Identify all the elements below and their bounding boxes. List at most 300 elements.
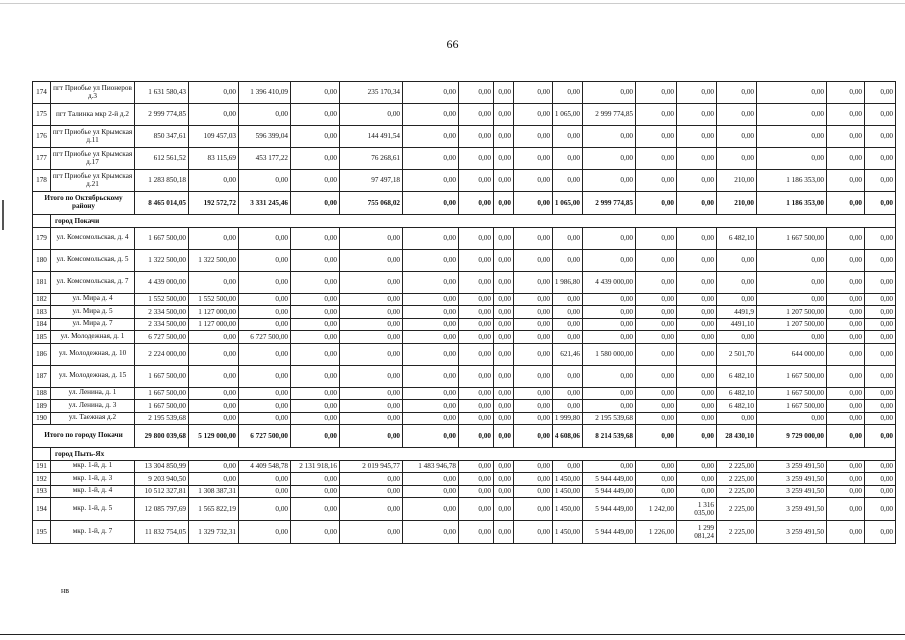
value-cell: 0,00: [239, 400, 291, 413]
section-spacer: [33, 215, 51, 228]
value-cell: 0,00: [189, 460, 239, 473]
value-cell: 0,00: [865, 331, 896, 344]
value-cell: 0,00: [239, 521, 291, 544]
value-cell: 0,00: [553, 227, 583, 249]
value-cell: 0,00: [583, 293, 636, 306]
value-cell: 1 450,00: [553, 485, 583, 498]
value-cell: 0,00: [636, 227, 677, 249]
value-cell: 0,00: [865, 460, 896, 473]
row-number: 185: [33, 331, 51, 344]
value-cell: 1 207 500,00: [757, 306, 827, 319]
value-cell: 0,00: [494, 170, 514, 192]
value-cell: 0,00: [677, 271, 717, 293]
value-cell: 6 727 500,00: [239, 331, 291, 344]
address-cell: пгт Приобье ул Пионеров д.3: [51, 82, 135, 104]
address-cell: пгт Талинка мкр 2-й д.2: [51, 104, 135, 126]
value-cell: 6 482,10: [717, 365, 757, 387]
value-cell: 0,00: [636, 104, 677, 126]
value-cell: 0,00: [865, 485, 896, 498]
total-cell: 0,00: [403, 192, 459, 215]
table-row: [33, 460, 896, 473]
value-cell: 0,00: [677, 293, 717, 306]
row-number: 186: [33, 343, 51, 365]
value-cell: 0,00: [494, 293, 514, 306]
scan-top-edge: [0, 3, 905, 4]
table-row: [33, 104, 896, 126]
total-cell: 0,00: [827, 425, 865, 448]
total-cell: 0,00: [494, 425, 514, 448]
value-cell: 1 986,80: [553, 271, 583, 293]
value-cell: 0,00: [494, 331, 514, 344]
value-cell: 0,00: [459, 387, 494, 400]
value-cell: 0,00: [717, 148, 757, 170]
value-cell: 0,00: [636, 293, 677, 306]
value-cell: 0,00: [291, 485, 340, 498]
value-cell: 0,00: [583, 148, 636, 170]
value-cell: 0,00: [189, 271, 239, 293]
value-cell: 0,00: [494, 104, 514, 126]
value-cell: 1 450,00: [553, 521, 583, 544]
value-cell: 235 170,34: [340, 82, 403, 104]
total-cell: 1 186 353,00: [757, 192, 827, 215]
value-cell: 0,00: [827, 521, 865, 544]
value-cell: 6 482,10: [717, 227, 757, 249]
total-cell: 28 430,10: [717, 425, 757, 448]
value-cell: 0,00: [340, 485, 403, 498]
value-cell: 0,00: [553, 306, 583, 319]
value-cell: 0,00: [459, 473, 494, 486]
total-cell: 6 727 500,00: [239, 425, 291, 448]
value-cell: 0,00: [189, 387, 239, 400]
table-row: [33, 400, 896, 413]
value-cell: 0,00: [494, 82, 514, 104]
value-cell: 0,00: [757, 271, 827, 293]
value-cell: 0,00: [583, 365, 636, 387]
value-cell: 0,00: [827, 400, 865, 413]
value-cell: 0,00: [239, 473, 291, 486]
value-cell: 0,00: [403, 170, 459, 192]
value-cell: 0,00: [403, 412, 459, 425]
value-cell: 4 439 000,00: [135, 271, 189, 293]
value-cell: 0,00: [239, 365, 291, 387]
value-cell: 0,00: [514, 227, 553, 249]
value-cell: 0,00: [291, 331, 340, 344]
value-cell: 0,00: [291, 306, 340, 319]
value-cell: 0,00: [514, 148, 553, 170]
value-cell: 0,00: [553, 170, 583, 192]
value-cell: 0,00: [459, 485, 494, 498]
value-cell: 0,00: [827, 343, 865, 365]
table-row: [33, 473, 896, 486]
value-cell: 0,00: [827, 412, 865, 425]
table-row: [33, 148, 896, 170]
value-cell: 0,00: [827, 227, 865, 249]
value-cell: 2 334 500,00: [135, 306, 189, 319]
value-cell: 1 308 387,31: [189, 485, 239, 498]
value-cell: 6 727 500,00: [135, 331, 189, 344]
value-cell: 850 347,61: [135, 126, 189, 148]
value-cell: 0,00: [340, 306, 403, 319]
value-cell: 12 085 797,69: [135, 498, 189, 521]
value-cell: 0,00: [827, 331, 865, 344]
value-cell: 0,00: [553, 126, 583, 148]
value-cell: 0,00: [636, 126, 677, 148]
value-cell: 0,00: [717, 331, 757, 344]
value-cell: 0,00: [636, 318, 677, 331]
value-cell: 0,00: [514, 460, 553, 473]
total-cell: 0,00: [677, 425, 717, 448]
value-cell: 0,00: [189, 412, 239, 425]
value-cell: 0,00: [291, 318, 340, 331]
value-cell: 5 944 449,00: [583, 473, 636, 486]
value-cell: 1 667 500,00: [135, 387, 189, 400]
value-cell: 0,00: [459, 521, 494, 544]
value-cell: 0,00: [553, 82, 583, 104]
value-cell: 1 065,00: [553, 104, 583, 126]
table-row: [33, 318, 896, 331]
value-cell: 0,00: [865, 318, 896, 331]
value-cell: 0,00: [459, 331, 494, 344]
value-cell: 0,00: [865, 104, 896, 126]
value-cell: 0,00: [865, 148, 896, 170]
row-number: 179: [33, 227, 51, 249]
value-cell: 0,00: [291, 521, 340, 544]
section-header-row: [33, 215, 896, 228]
value-cell: 0,00: [827, 148, 865, 170]
value-cell: 0,00: [403, 148, 459, 170]
value-cell: 0,00: [291, 148, 340, 170]
value-cell: 0,00: [677, 331, 717, 344]
value-cell: 0,00: [514, 473, 553, 486]
value-cell: 0,00: [403, 498, 459, 521]
value-cell: 0,00: [827, 104, 865, 126]
total-cell: 755 068,02: [340, 192, 403, 215]
value-cell: 0,00: [757, 412, 827, 425]
value-cell: 2 501,70: [717, 343, 757, 365]
address-cell: пгт Приобье ул Крымская д.17: [51, 148, 135, 170]
table-row: [33, 343, 896, 365]
value-cell: 0,00: [291, 126, 340, 148]
row-number: 191: [33, 460, 51, 473]
value-cell: 0,00: [403, 387, 459, 400]
value-cell: 0,00: [514, 400, 553, 413]
value-cell: 1 999,80: [553, 412, 583, 425]
value-cell: 0,00: [403, 82, 459, 104]
value-cell: 0,00: [514, 318, 553, 331]
scan-bottom-edge: [0, 634, 905, 635]
value-cell: 97 497,18: [340, 170, 403, 192]
value-cell: 0,00: [717, 104, 757, 126]
value-cell: 2 225,00: [717, 473, 757, 486]
value-cell: 0,00: [865, 521, 896, 544]
value-cell: 0,00: [757, 148, 827, 170]
address-cell: мкр. 1-й, д. 4: [51, 485, 135, 498]
value-cell: 0,00: [459, 170, 494, 192]
total-cell: 0,00: [459, 192, 494, 215]
total-cell: 0,00: [494, 192, 514, 215]
value-cell: 0,00: [583, 306, 636, 319]
value-cell: 0,00: [459, 82, 494, 104]
value-cell: 0,00: [636, 400, 677, 413]
value-cell: 0,00: [583, 82, 636, 104]
value-cell: 0,00: [459, 498, 494, 521]
value-cell: 0,00: [677, 82, 717, 104]
table-row: [33, 306, 896, 319]
value-cell: 0,00: [757, 249, 827, 271]
row-number: 180: [33, 249, 51, 271]
value-cell: 0,00: [677, 365, 717, 387]
table-row: [33, 82, 896, 104]
address-cell: ул. Комсомольская, д. 5: [51, 249, 135, 271]
value-cell: 0,00: [291, 473, 340, 486]
value-cell: 0,00: [494, 460, 514, 473]
value-cell: 0,00: [827, 460, 865, 473]
address-cell: ул. Комсомольская, д. 4: [51, 227, 135, 249]
value-cell: 0,00: [757, 293, 827, 306]
value-cell: 0,00: [291, 82, 340, 104]
address-cell: ул. Молодежная, д. 15: [51, 365, 135, 387]
table-row: [33, 331, 896, 344]
value-cell: 0,00: [189, 365, 239, 387]
value-cell: 0,00: [865, 365, 896, 387]
value-cell: 4491,10: [717, 318, 757, 331]
value-cell: 0,00: [514, 387, 553, 400]
value-cell: 0,00: [340, 227, 403, 249]
value-cell: 0,00: [827, 271, 865, 293]
value-cell: 0,00: [239, 387, 291, 400]
total-cell: 2 999 774,85: [583, 192, 636, 215]
value-cell: 0,00: [239, 170, 291, 192]
value-cell: 0,00: [403, 343, 459, 365]
value-cell: 1 127 000,00: [189, 306, 239, 319]
value-cell: 0,00: [757, 331, 827, 344]
value-cell: 0,00: [865, 343, 896, 365]
value-cell: 5 944 449,00: [583, 521, 636, 544]
total-row: [33, 192, 896, 215]
value-cell: 0,00: [239, 306, 291, 319]
total-cell: 210,00: [717, 192, 757, 215]
value-cell: 1 667 500,00: [757, 387, 827, 400]
value-cell: 0,00: [677, 306, 717, 319]
value-cell: 0,00: [583, 318, 636, 331]
row-number: 184: [33, 318, 51, 331]
value-cell: 0,00: [514, 521, 553, 544]
row-number: 189: [33, 400, 51, 413]
value-cell: 0,00: [827, 387, 865, 400]
value-cell: 0,00: [636, 249, 677, 271]
value-cell: 2 225,00: [717, 460, 757, 473]
address-cell: мкр. 1-й, д. 7: [51, 521, 135, 544]
value-cell: 0,00: [677, 227, 717, 249]
address-cell: пгт Приобье ул Крымская д.11: [51, 126, 135, 148]
value-cell: 0,00: [403, 104, 459, 126]
total-cell: 29 800 039,68: [135, 425, 189, 448]
value-cell: 1 667 500,00: [135, 400, 189, 413]
address-cell: ул. Мира д. 4: [51, 293, 135, 306]
value-cell: 3 259 491,50: [757, 473, 827, 486]
value-cell: 1 242,00: [636, 498, 677, 521]
row-number: 194: [33, 498, 51, 521]
value-cell: 0,00: [717, 271, 757, 293]
value-cell: 2 334 500,00: [135, 318, 189, 331]
value-cell: 0,00: [717, 126, 757, 148]
value-cell: 0,00: [459, 365, 494, 387]
value-cell: 0,00: [827, 485, 865, 498]
row-number: 187: [33, 365, 51, 387]
value-cell: 0,00: [189, 331, 239, 344]
value-cell: 0,00: [189, 104, 239, 126]
value-cell: 0,00: [189, 227, 239, 249]
value-cell: 0,00: [583, 387, 636, 400]
total-row: [33, 425, 896, 448]
value-cell: 0,00: [403, 473, 459, 486]
value-cell: 0,00: [827, 318, 865, 331]
value-cell: 0,00: [340, 400, 403, 413]
value-cell: 0,00: [291, 412, 340, 425]
total-cell: 0,00: [677, 192, 717, 215]
value-cell: 0,00: [291, 343, 340, 365]
value-cell: 644 000,00: [757, 343, 827, 365]
value-cell: 6 482,10: [717, 387, 757, 400]
value-cell: 0,00: [717, 82, 757, 104]
value-cell: 4 439 000,00: [583, 271, 636, 293]
value-cell: 0,00: [636, 170, 677, 192]
value-cell: 5 944 449,00: [583, 498, 636, 521]
value-cell: 612 561,52: [135, 148, 189, 170]
table-row: [33, 271, 896, 293]
value-cell: 0,00: [677, 412, 717, 425]
value-cell: 0,00: [827, 170, 865, 192]
value-cell: 0,00: [865, 293, 896, 306]
total-cell: 5 129 000,00: [189, 425, 239, 448]
address-cell: ул. Комсомольская, д. 7: [51, 271, 135, 293]
value-cell: 1 207 500,00: [757, 318, 827, 331]
value-cell: 0,00: [494, 126, 514, 148]
value-cell: 0,00: [636, 365, 677, 387]
value-cell: 0,00: [239, 412, 291, 425]
value-cell: 0,00: [514, 82, 553, 104]
address-cell: ул. Ленина, д. 1: [51, 387, 135, 400]
value-cell: 0,00: [677, 148, 717, 170]
value-cell: 0,00: [757, 82, 827, 104]
value-cell: 0,00: [189, 170, 239, 192]
value-cell: 0,00: [865, 227, 896, 249]
value-cell: 0,00: [827, 473, 865, 486]
row-number: 195: [33, 521, 51, 544]
value-cell: 0,00: [291, 400, 340, 413]
value-cell: 0,00: [636, 473, 677, 486]
value-cell: 0,00: [865, 412, 896, 425]
value-cell: 0,00: [459, 306, 494, 319]
value-cell: 2 225,00: [717, 521, 757, 544]
value-cell: 0,00: [757, 104, 827, 126]
table-row: [33, 412, 896, 425]
row-number: 178: [33, 170, 51, 192]
value-cell: 0,00: [636, 306, 677, 319]
value-cell: 0,00: [865, 473, 896, 486]
value-cell: 0,00: [553, 400, 583, 413]
value-cell: 0,00: [865, 498, 896, 521]
value-cell: 0,00: [340, 318, 403, 331]
value-cell: 5 944 449,00: [583, 485, 636, 498]
address-cell: ул. Мира д. 7: [51, 318, 135, 331]
row-number: 182: [33, 293, 51, 306]
address-cell: ул. Мира д. 5: [51, 306, 135, 319]
value-cell: 0,00: [459, 249, 494, 271]
value-cell: 2 999 774,85: [583, 104, 636, 126]
value-cell: 0,00: [459, 460, 494, 473]
value-cell: 4491,9: [717, 306, 757, 319]
address-cell: мкр. 1-й, д. 3: [51, 473, 135, 486]
value-cell: 1 552 500,00: [189, 293, 239, 306]
value-cell: 0,00: [717, 249, 757, 271]
value-cell: 0,00: [459, 104, 494, 126]
value-cell: 0,00: [677, 249, 717, 271]
address-cell: ул. Ленина, д. 3: [51, 400, 135, 413]
value-cell: 0,00: [583, 331, 636, 344]
section-header-row: [33, 448, 896, 461]
value-cell: 0,00: [636, 82, 677, 104]
value-cell: 453 177,22: [239, 148, 291, 170]
value-cell: 0,00: [239, 293, 291, 306]
value-cell: 0,00: [403, 318, 459, 331]
value-cell: 1 322 500,00: [189, 249, 239, 271]
value-cell: 0,00: [403, 400, 459, 413]
value-cell: 0,00: [291, 387, 340, 400]
table-body: [33, 82, 896, 544]
value-cell: 0,00: [827, 249, 865, 271]
table-row: [33, 498, 896, 521]
value-cell: 0,00: [239, 104, 291, 126]
value-cell: 0,00: [757, 126, 827, 148]
value-cell: 0,00: [553, 365, 583, 387]
value-cell: 0,00: [677, 473, 717, 486]
value-cell: 0,00: [827, 365, 865, 387]
value-cell: 0,00: [189, 82, 239, 104]
value-cell: 0,00: [291, 227, 340, 249]
value-cell: 0,00: [340, 387, 403, 400]
value-cell: 1 483 946,78: [403, 460, 459, 473]
value-cell: 2 225,00: [717, 485, 757, 498]
value-cell: 0,00: [827, 293, 865, 306]
value-cell: 3 259 491,50: [757, 485, 827, 498]
value-cell: 0,00: [636, 485, 677, 498]
value-cell: 0,00: [583, 170, 636, 192]
value-cell: 0,00: [239, 227, 291, 249]
value-cell: 1 667 500,00: [757, 400, 827, 413]
total-cell: 192 572,72: [189, 192, 239, 215]
value-cell: 210,00: [717, 170, 757, 192]
table-row: [33, 485, 896, 498]
value-cell: 9 203 940,50: [135, 473, 189, 486]
address-cell: пгт Приобье ул Крымская д.21: [51, 170, 135, 192]
value-cell: 0,00: [514, 365, 553, 387]
value-cell: 1 667 500,00: [757, 365, 827, 387]
value-cell: 1 580 000,00: [583, 343, 636, 365]
table-row: [33, 387, 896, 400]
address-cell: мкр. 1-й, д. 1: [51, 460, 135, 473]
value-cell: 1 631 580,43: [135, 82, 189, 104]
address-cell: мкр. 1-й, д. 5: [51, 498, 135, 521]
table-container: [32, 81, 895, 544]
value-cell: 1 396 410,09: [239, 82, 291, 104]
value-cell: 1 329 732,31: [189, 521, 239, 544]
row-number: 175: [33, 104, 51, 126]
value-cell: 0,00: [340, 271, 403, 293]
value-cell: 1 186 353,00: [757, 170, 827, 192]
value-cell: 0,00: [865, 170, 896, 192]
value-cell: 0,00: [291, 104, 340, 126]
